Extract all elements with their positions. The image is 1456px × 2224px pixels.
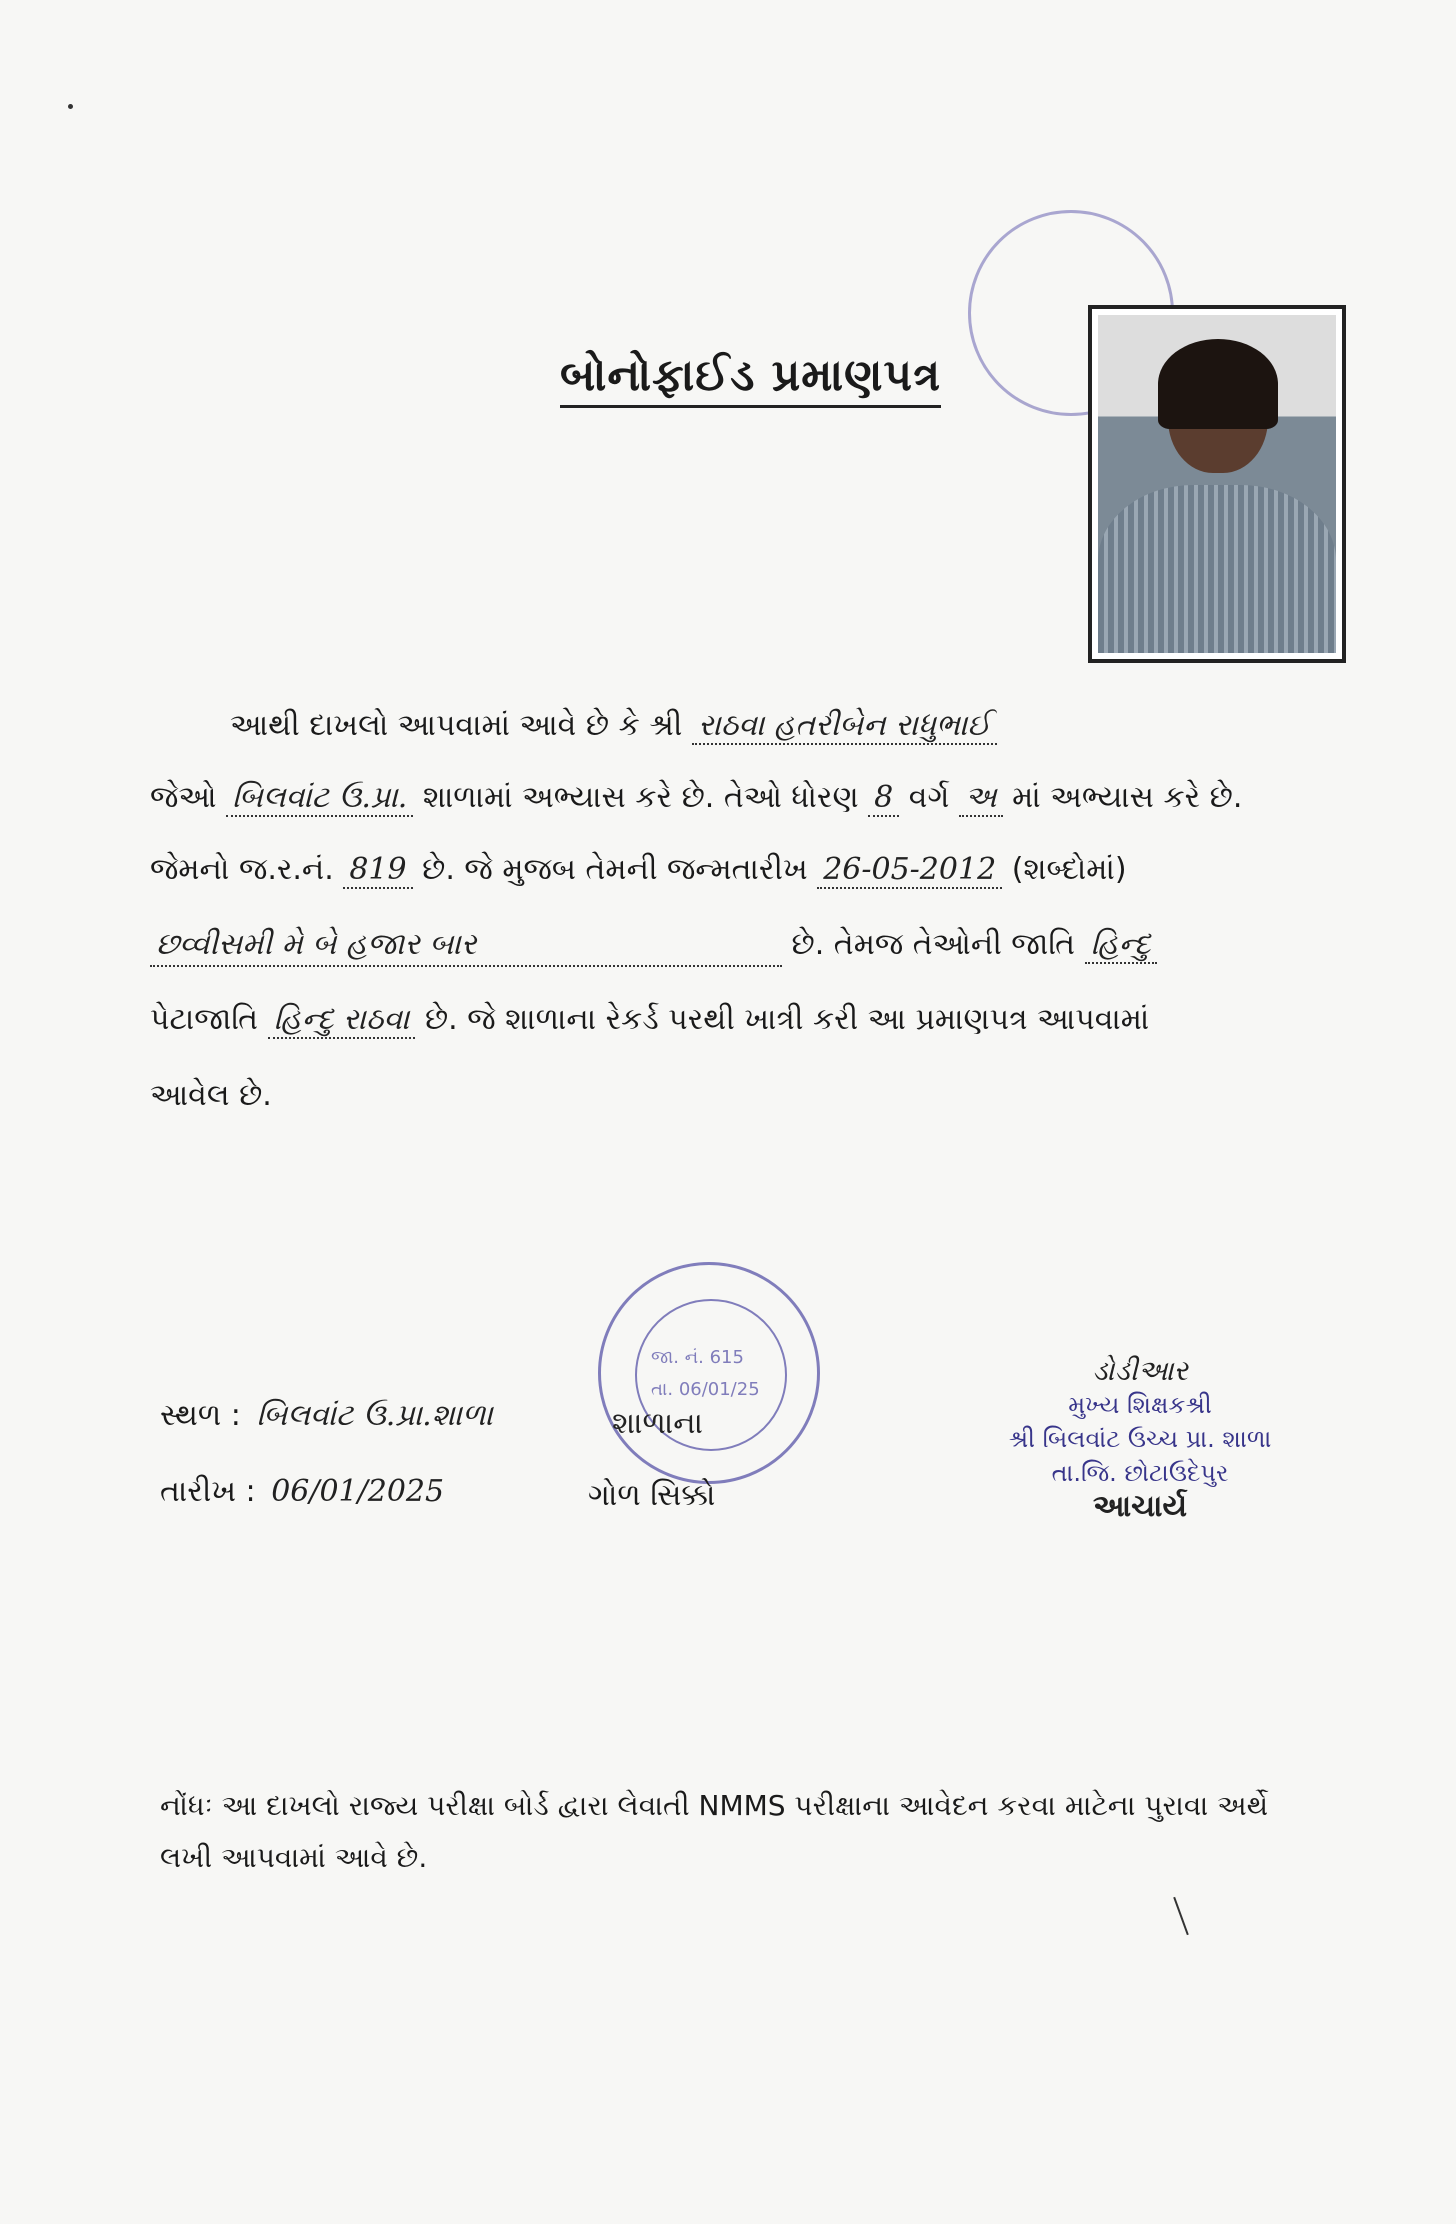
- line-4-mid: છે. તેમજ તેઓની જાતિ: [791, 927, 1076, 962]
- principal-stamp: [990, 1354, 1290, 1524]
- student-photo: [1088, 305, 1346, 663]
- division: અ: [959, 780, 1003, 817]
- line-2-mid2: વર્ગ: [908, 780, 950, 815]
- scan-speck: [68, 104, 73, 109]
- date-row: [160, 1474, 450, 1509]
- principal-place: તા.જિ. છોટાઉદેપુર: [1051, 1459, 1229, 1487]
- photo-hair: [1158, 339, 1278, 429]
- line-1-text: આથી દાખલો આપવામાં આવે છે કે શ્રી: [230, 708, 683, 743]
- standard: 8: [868, 780, 899, 817]
- line-3-prefix: જેમનો જ.ર.નં.: [150, 852, 334, 887]
- date-of-birth: 26-05-2012: [817, 852, 1002, 889]
- line-3: [150, 850, 1370, 890]
- photo-uniform: [1098, 485, 1336, 653]
- line-2-suffix: માં અભ્યાસ કરે છે.: [1012, 780, 1243, 815]
- school-label: શાળાના: [612, 1406, 703, 1441]
- school-round-seal: [598, 1262, 820, 1484]
- date-label: તારીખ :: [160, 1474, 256, 1509]
- seal-date: તા. 06/01/25: [651, 1379, 760, 1400]
- date-value: 06/01/2025: [271, 1474, 445, 1509]
- line-5: [150, 1000, 1370, 1040]
- place-label: સ્થળ :: [160, 1398, 241, 1433]
- line-2: [150, 778, 1370, 818]
- line-3-mid: છે. જે મુજબ તેમની જન્મતારીખ: [422, 852, 808, 887]
- line-2-mid1: શાળામાં અભ્યાસ કરે છે. તેઓ ધોરણ: [422, 780, 859, 815]
- dob-in-words: છવ્વીસમી મે બે હજાર બાર: [150, 925, 782, 967]
- scan-scratch: [1173, 1897, 1189, 1935]
- line-5-prefix: પેટાજાતિ: [150, 1002, 259, 1037]
- line-3-suffix: (શબ્દોમાં): [1011, 852, 1127, 887]
- place-value: બિલવાંટ ઉ.પ્રા.શાળા: [256, 1398, 493, 1433]
- note: નોંધઃ આ દાખલો રાજ્ય પરીક્ષા બોર્ડ દ્વારા લેવાતી NMMS પરીક્ષાના આવેદન કરવા માટેના પુરાવા અર્થે લખી આપવામાં આવે છે.: [160, 1789, 1269, 1874]
- principal-school: શ્રી બિલવાંટ ઉચ્ચ પ્રા. શાળા: [1008, 1425, 1272, 1453]
- principal-signature: ડોડીઆર: [1092, 1354, 1188, 1387]
- line-6: આવેલ છે.: [150, 1078, 272, 1113]
- line-5-suffix: છે. જે શાળાના રેકર્ડ પરથી ખાત્રી કરી આ પ્રમાણપત્ર આપવામાં: [424, 1002, 1150, 1037]
- caste: હિન્દુ: [1085, 927, 1157, 964]
- line-1: [150, 706, 1450, 746]
- principal-label: આચાર્ય: [1092, 1489, 1188, 1524]
- subcaste: હિન્દુ રાઠવા: [268, 1002, 416, 1039]
- seal-label: ગોળ સિક્કો: [588, 1478, 716, 1513]
- school-name: બિલવાંટ ઉ.પ્રા.: [226, 780, 413, 817]
- gr-number: 819: [343, 852, 412, 889]
- line-2-prefix: જેઓ: [150, 780, 217, 815]
- photo-image: [1098, 315, 1336, 653]
- principal-title: મુખ્ય શિક્ષકશ્રી: [1068, 1391, 1212, 1419]
- student-name: રાઠવા હતરીબેન રાધુભાઈ: [692, 708, 997, 745]
- page-title: બોનોફાઈડ પ્રમાણપત્ર: [560, 350, 941, 408]
- seal-number: જા. નં. 615: [651, 1347, 744, 1368]
- place-row: [160, 1398, 499, 1433]
- line-4: [150, 925, 1370, 967]
